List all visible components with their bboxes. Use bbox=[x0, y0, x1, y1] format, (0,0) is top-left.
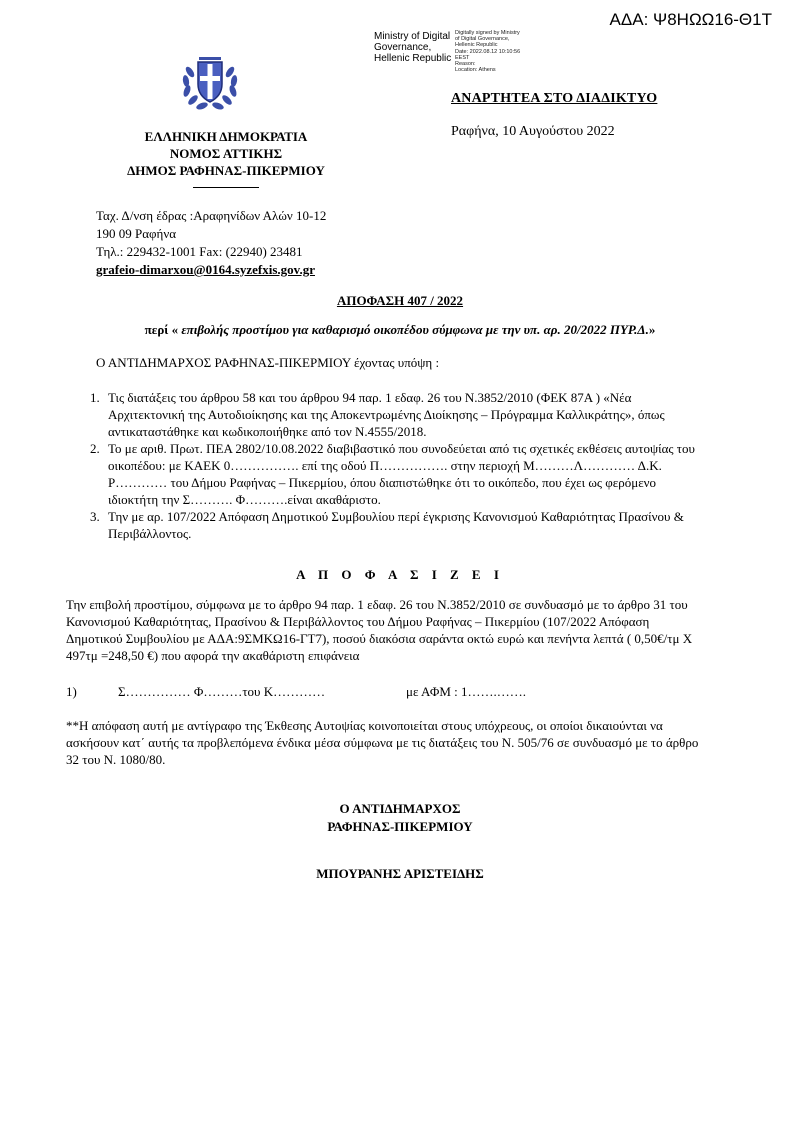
ada-code: ΑΔΑ: Ψ8ΗΩΩ16-Θ1Τ bbox=[609, 10, 772, 29]
signature-label-line: Ministry of Digital bbox=[374, 31, 451, 42]
address-street: Ταχ. Δ/νση έδρας :Αραφηνίδων Αλών 10-12 bbox=[96, 208, 327, 223]
decision-subject bbox=[0, 322, 800, 338]
signature-detail-line: Digitally signed by Ministry bbox=[455, 30, 520, 36]
signer-title-line1: Ο ΑΝΤΙΔΗΜΑΡΧΟΣ bbox=[339, 801, 461, 816]
organization-line-republic: ΕΛΛΗΝΙΚΗ ΔΗΜΟΚΡΑΤΙΑ bbox=[144, 129, 308, 144]
owner-name: Σ…………… Φ………του Κ………… bbox=[118, 684, 326, 699]
list-item-number: 1. bbox=[90, 390, 100, 405]
decides-heading: Α Π Ο Φ Α Σ Ι Ζ Ε Ι bbox=[296, 567, 504, 582]
digital-signature-details bbox=[455, 30, 520, 73]
address-block bbox=[96, 207, 326, 279]
organization-line-municipality: ΔΗΜΟΣ ΡΑΦΗΝΑΣ-ΠΙΚΕΡΜΙΟΥ bbox=[127, 163, 325, 178]
address-postcode: 190 09 Ραφήνα bbox=[96, 226, 177, 241]
address-phone-fax: Τηλ.: 229432-1001 Fax: (22940) 23481 bbox=[96, 244, 303, 259]
signer-title bbox=[0, 800, 800, 836]
list-item-text: Το με αριθ. Πρωτ. ΠΕΑ 2802/10.08.2022 διαβιβαστικό που συνοδεύεται από τις σχετικές εκθέσεις αυτοψίας του οικοπέδου: με ΚΑΕΚ 0……………. επί της οδού Π……………. στην περιοχή Μ………Λ………… Δ.Κ. Ρ………… του Δήμου Ραφήνας – Πικερμίου, όπου διαπιστώθηκε ότι το οικόπεδο, που έχει ως φερόμενο ιδιοκτήτη την Σ………. Φ……….είναι ακαθάριστο. bbox=[108, 441, 695, 507]
list-item bbox=[90, 508, 700, 542]
signature-label-line: Hellenic Republic bbox=[374, 53, 452, 64]
organization-line-prefecture: ΝΟΜΟΣ ΑΤΤΙΚΗΣ bbox=[169, 146, 283, 161]
owner-afm: με ΑΦΜ : 1…….……. bbox=[406, 684, 526, 699]
address-email-link[interactable]: grafeio-dimarxou@0164.syzefxis.gov.gr bbox=[96, 262, 315, 277]
signer-name: ΜΠΟΥΡΑΝΗΣ ΑΡΙΣΤΕΙΔΗΣ bbox=[316, 866, 484, 881]
greek-coat-of-arms-icon bbox=[178, 50, 242, 114]
publish-online-notice: ΑΝΑΡΤΗΤΕΑ ΣΤΟ ΔΙΑΔΙΚΤΥΟ bbox=[451, 91, 658, 106]
signature-detail-line: Reason: bbox=[455, 61, 476, 68]
signature-detail-line: Date: 2022.08.12 10:10:56 bbox=[455, 48, 521, 55]
considerations-list bbox=[90, 389, 700, 542]
decision-number: ΑΠΟΦΑΣΗ 407 / 2022 bbox=[336, 293, 464, 308]
owner-row-number: 1) bbox=[66, 684, 77, 699]
signature-detail-line: Location: Athens bbox=[455, 67, 496, 74]
decision-body: Την επιβολή προστίμου, σύμφωνα με το άρθρο 94 παρ. 1 εδαφ. 26 του Ν.3852/2010 σε συνδυασμό με το άρθρο 31 του Κανονισμού Καθαριότητας, Πρασίνου & Περιβάλλοντος του Δήμου Ραφήνας – Πικερμίου (107/2022 Απόφαση Δημοτικού Συμβουλίου με ΑΔΑ:9ΣΜΚΩ16-ΓΤ7), ποσού διακόσια σαράντα οκτώ ευρώ και πενήντα λεπτά ( 0,50€/τμ Χ 497τμ =248,50 €) που αφορά την ακαθάριστη επιφάνεια bbox=[66, 597, 693, 663]
list-item bbox=[90, 389, 700, 440]
list-item bbox=[90, 440, 700, 508]
signature-detail-line: of Digital Governance, bbox=[455, 36, 510, 43]
heading-divider bbox=[193, 187, 259, 188]
list-item-number: 3. bbox=[90, 509, 100, 524]
digital-signature-label bbox=[374, 31, 451, 64]
signature-label-line: Governance, bbox=[374, 42, 432, 53]
list-item-text: Την με αρ. 107/2022 Απόφαση Δημοτικού Συμβουλίου περί έγκρισης Κανονισμού Καθαριότητας Πρασίνου & Περιβάλλοντος. bbox=[108, 509, 684, 541]
place-date: Ραφήνα, 10 Αυγούστου 2022 bbox=[451, 124, 615, 139]
signer-title-line2: ΡΑΦΗΝΑΣ-ΠΙΚΕΡΜΙΟΥ bbox=[327, 819, 473, 834]
appeal-note: **Η απόφαση αυτή με αντίγραφο της Έκθεσης Αυτοψίας κοινοποιείται στους υπόχρεους, οι οποίοι δικαιούνται να ασκήσουν κατ΄ αυτής τα προβλεπόμενα ένδικα μέσα σύμφωνα με τις διατάξεις του Ν. 505/76 σε συνδυασμό με το άρθρο 32 του Ν. 1080/80. bbox=[66, 718, 699, 767]
list-item-text: Τις διατάξεις του άρθρου 58 και του άρθρου 94 παρ. 1 εδαφ. 26 του Ν.3852/2010 (ΦΕΚ 87Α ) «Νέα Αρχιτεκτονική της Αυτοδιοίκησης και της Αποκεντρωμένης Διοίκησης – Πρόγραμμα Καλλικράτης», όπως αντικαταστάθηκε και κωδικοποιήθηκε από τον Ν.4555/2018. bbox=[108, 390, 665, 439]
subject-text: επιβολής προστίμου για καθαρισμό οικοπέδου σύμφωνα με την υπ. αρ. 20/2022 ΠΥΡ.Δ. bbox=[181, 322, 649, 337]
signature-detail-line: Hellenic Republic bbox=[455, 42, 498, 49]
signature-detail-line: EEST bbox=[455, 54, 470, 61]
intro-text: Ο ΑΝΤΙΔΗΜΑΡΧΟΣ ΡΑΦΗΝΑΣ-ΠΙΚΕΡΜΙΟΥ έχοντας υπόψη : bbox=[96, 355, 440, 370]
subject-suffix: » bbox=[648, 322, 656, 337]
organization-heading bbox=[90, 128, 362, 179]
list-item-number: 2. bbox=[90, 441, 100, 456]
subject-prefix: περί « bbox=[144, 322, 182, 337]
